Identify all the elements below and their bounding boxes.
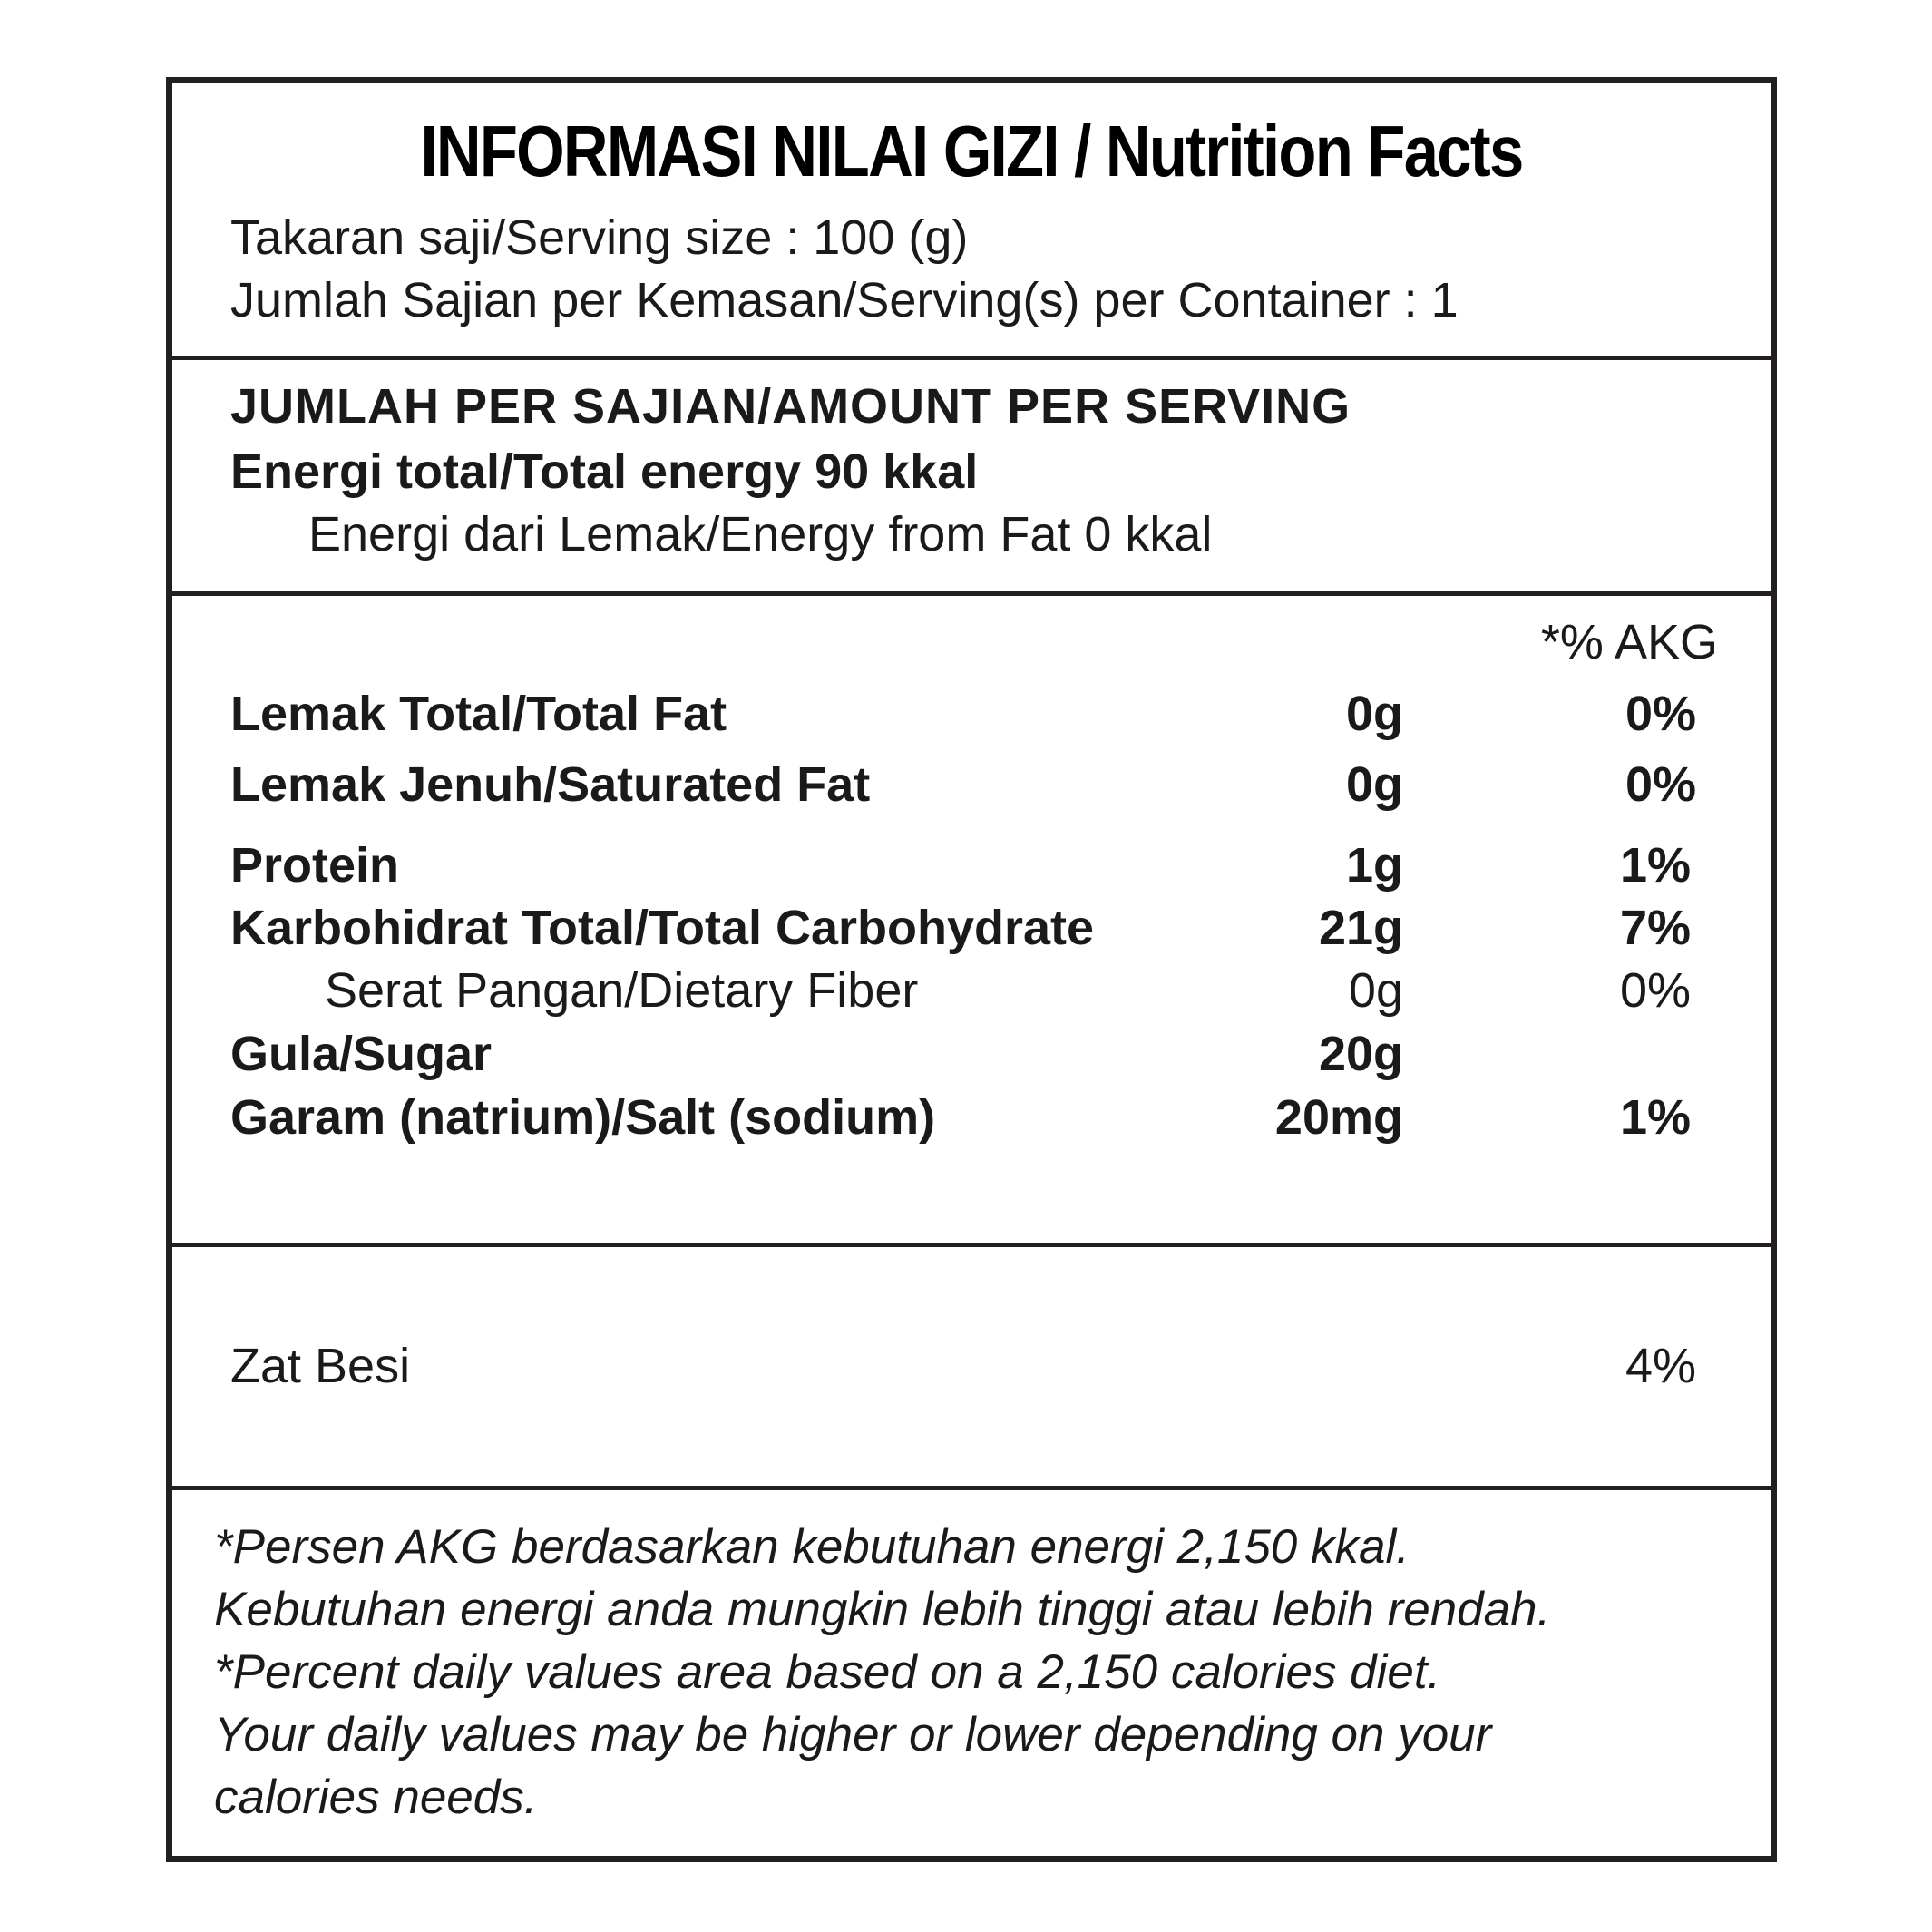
nutrient-amount-total-fat: 0g [1345, 687, 1403, 741]
iron-name: Zat Besi [230, 1339, 411, 1393]
total-energy: Energi total/Total energy 90 kkal [230, 444, 979, 499]
footnote-line: Your daily values may be higher or lower depending on your [214, 1708, 1492, 1761]
label-title: INFORMASI NILAI GIZI / Nutrition Facts [420, 111, 1523, 191]
nutrient-name-protein: Protein [230, 838, 400, 893]
nutrient-amount-dietary-fiber: 0g [1348, 963, 1403, 1018]
header-section [172, 83, 1771, 360]
footnote-line: *Percent daily values area based on a 2,150 calories diet. [214, 1645, 1441, 1699]
footnote-line: calories needs. [214, 1771, 538, 1824]
energy-section [172, 360, 1771, 596]
nutrient-percent-total-fat: 0% [1625, 687, 1696, 741]
nutrient-percent-dietary-fiber: 0% [1619, 963, 1691, 1018]
nutrients-section [172, 596, 1771, 1247]
servings-per-container: Jumlah Sajian per Kemasan/Serving(s) per Container : 1 [230, 273, 1459, 327]
nutrient-percent-sodium: 1% [1619, 1090, 1691, 1145]
nutrient-amount-saturated-fat: 0g [1345, 757, 1403, 812]
nutrient-name-dietary-fiber: Serat Pangan/Dietary Fiber [325, 963, 919, 1018]
nutrient-amount-protein: 1g [1345, 838, 1403, 893]
nutrient-amount-total-carbohydrate: 21g [1318, 901, 1403, 955]
nutrient-name-total-carbohydrate: Karbohidrat Total/Total Carbohydrate [230, 901, 1095, 955]
nutrition-facts-label [166, 77, 1777, 1862]
serving-size: Takaran saji/Serving size : 100 (g) [230, 210, 969, 265]
nutrient-name-sugar: Gula/Sugar [230, 1027, 493, 1081]
akg-column-header: *% AKG [1540, 615, 1718, 669]
energy-from-fat: Energi dari Lemak/Energy from Fat 0 kkal [308, 507, 1213, 561]
nutrient-amount-sugar: 20g [1318, 1027, 1403, 1081]
footnote-line: Kebutuhan energi anda mungkin lebih tinggi atau lebih rendah. [214, 1583, 1551, 1636]
nutrient-name-saturated-fat: Lemak Jenuh/Saturated Fat [230, 757, 871, 812]
amount-per-serving-heading: JUMLAH PER SAJIAN/AMOUNT PER SERVING [230, 379, 1351, 434]
nutrient-percent-protein: 1% [1619, 838, 1691, 893]
nutrient-amount-sodium: 20mg [1274, 1090, 1403, 1145]
iron-section [172, 1247, 1771, 1490]
footnote-section [172, 1490, 1771, 1862]
nutrient-name-total-fat: Lemak Total/Total Fat [230, 687, 727, 741]
iron-percent: 4% [1625, 1339, 1696, 1393]
nutrient-percent-total-carbohydrate: 7% [1619, 901, 1691, 955]
nutrient-percent-saturated-fat: 0% [1625, 757, 1696, 812]
nutrient-name-sodium: Garam (natrium)/Salt (sodium) [230, 1090, 936, 1145]
footnote-line: *Persen AKG berdasarkan kebutuhan energi 2,150 kkal. [214, 1520, 1410, 1574]
